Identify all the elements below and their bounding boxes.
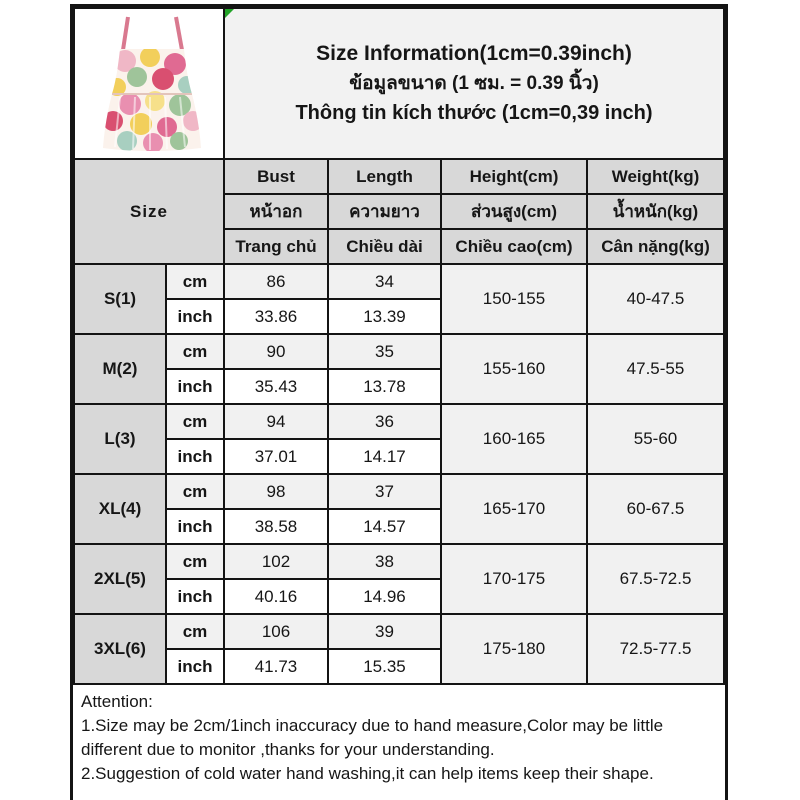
size-label-2xl5: 2XL(5) bbox=[74, 544, 166, 614]
attention-line1: 1.Size may be 2cm/1inch inaccuracy due to hand measure,Color may be little different due to monitor ,thanks for your understanding. bbox=[81, 716, 664, 759]
header-length-th: ความยาว bbox=[328, 194, 441, 229]
m2-length-inch: 13.78 bbox=[328, 369, 441, 404]
l3-bust-cm: 94 bbox=[224, 404, 328, 439]
3xl6-length-inch: 15.35 bbox=[328, 649, 441, 684]
m2-length-cm: 35 bbox=[328, 334, 441, 369]
attention-heading: Attention: bbox=[81, 692, 153, 711]
unit-cm: cm bbox=[166, 334, 224, 369]
xl4-weight: 60-67.5 bbox=[587, 474, 724, 544]
header-weight-en: Weight(kg) bbox=[587, 159, 724, 194]
l3-length-cm: 36 bbox=[328, 404, 441, 439]
s1-height: 150-155 bbox=[441, 264, 587, 334]
size-chart-sheet bbox=[70, 4, 728, 800]
left-strap bbox=[123, 17, 128, 50]
row-2xl5-cm bbox=[74, 544, 724, 579]
title-thai: ข้อมูลขนาด (1 ซม. = 0.39 นิ้ว) bbox=[349, 73, 599, 94]
header-length-vi: Chiều dài bbox=[328, 229, 441, 264]
s1-bust-cm: 86 bbox=[224, 264, 328, 299]
m2-bust-cm: 90 bbox=[224, 334, 328, 369]
xl4-bust-inch: 38.58 bbox=[224, 509, 328, 544]
m2-bust-inch: 35.43 bbox=[224, 369, 328, 404]
header-height-vi: Chiều cao(cm) bbox=[441, 229, 587, 264]
unit-inch: inch bbox=[166, 369, 224, 404]
product-image-cell bbox=[74, 8, 224, 159]
l3-length-inch: 14.17 bbox=[328, 439, 441, 474]
l3-weight: 55-60 bbox=[587, 404, 724, 474]
row-s1-cm bbox=[74, 264, 724, 299]
3xl6-bust-cm: 106 bbox=[224, 614, 328, 649]
size-label-s1: S(1) bbox=[74, 264, 166, 334]
title-vietnamese: Thông tin kích thước (1cm=0,39 inch) bbox=[295, 102, 653, 124]
xl4-height: 165-170 bbox=[441, 474, 587, 544]
size-label-xl4: XL(4) bbox=[74, 474, 166, 544]
row-xl4-cm bbox=[74, 474, 724, 509]
s1-weight: 40-47.5 bbox=[587, 264, 724, 334]
xl4-bust-cm: 98 bbox=[224, 474, 328, 509]
size-table bbox=[73, 7, 725, 685]
title-cell bbox=[224, 8, 724, 159]
row-3xl6-cm bbox=[74, 614, 724, 649]
3xl6-height: 175-180 bbox=[441, 614, 587, 684]
title-english: Size Information(1cm=0.39inch) bbox=[316, 42, 632, 65]
header-bust-vi: Trang chủ bbox=[224, 229, 328, 264]
title-row bbox=[74, 8, 724, 159]
attention-note bbox=[73, 685, 725, 786]
l3-bust-inch: 37.01 bbox=[224, 439, 328, 474]
unit-inch: inch bbox=[166, 299, 224, 334]
row-m2-cm bbox=[74, 334, 724, 369]
s1-length-inch: 13.39 bbox=[328, 299, 441, 334]
header-height-en: Height(cm) bbox=[441, 159, 587, 194]
2xl5-bust-cm: 102 bbox=[224, 544, 328, 579]
2xl5-length-cm: 38 bbox=[328, 544, 441, 579]
s1-bust-inch: 33.86 bbox=[224, 299, 328, 334]
header-height-th: ส่วนสูง(cm) bbox=[441, 194, 587, 229]
product-image-camisole bbox=[75, 9, 224, 153]
header-row-english bbox=[74, 159, 724, 194]
header-bust-en: Bust bbox=[224, 159, 328, 194]
2xl5-bust-inch: 40.16 bbox=[224, 579, 328, 614]
unit-inch: inch bbox=[166, 439, 224, 474]
header-length-en: Length bbox=[328, 159, 441, 194]
2xl5-weight: 67.5-72.5 bbox=[587, 544, 724, 614]
row-l3-cm bbox=[74, 404, 724, 439]
size-label-3xl6: 3XL(6) bbox=[74, 614, 166, 684]
unit-cm: cm bbox=[166, 474, 224, 509]
l3-height: 160-165 bbox=[441, 404, 587, 474]
unit-cm: cm bbox=[166, 544, 224, 579]
xl4-length-cm: 37 bbox=[328, 474, 441, 509]
m2-height: 155-160 bbox=[441, 334, 587, 404]
2xl5-height: 170-175 bbox=[441, 544, 587, 614]
right-strap bbox=[176, 17, 182, 50]
size-header: Size bbox=[74, 159, 224, 264]
3xl6-bust-inch: 41.73 bbox=[224, 649, 328, 684]
header-weight-th: น้ำหนัก(kg) bbox=[587, 194, 724, 229]
s1-length-cm: 34 bbox=[328, 264, 441, 299]
xl4-length-inch: 14.57 bbox=[328, 509, 441, 544]
unit-cm: cm bbox=[166, 264, 224, 299]
unit-inch: inch bbox=[166, 509, 224, 544]
unit-inch: inch bbox=[166, 579, 224, 614]
attention-line2: 2.Suggestion of cold water hand washing,it can help items keep their shape. bbox=[81, 764, 654, 783]
m2-weight: 47.5-55 bbox=[587, 334, 724, 404]
header-bust-th: หน้าอก bbox=[224, 194, 328, 229]
unit-cm: cm bbox=[166, 614, 224, 649]
cell-corner-marker-icon bbox=[225, 9, 234, 18]
size-label-l3: L(3) bbox=[74, 404, 166, 474]
floral-print bbox=[95, 44, 210, 153]
3xl6-weight: 72.5-77.5 bbox=[587, 614, 724, 684]
unit-inch: inch bbox=[166, 649, 224, 684]
header-weight-vi: Cân nặng(kg) bbox=[587, 229, 724, 264]
2xl5-length-inch: 14.96 bbox=[328, 579, 441, 614]
3xl6-length-cm: 39 bbox=[328, 614, 441, 649]
unit-cm: cm bbox=[166, 404, 224, 439]
size-label-m2: M(2) bbox=[74, 334, 166, 404]
